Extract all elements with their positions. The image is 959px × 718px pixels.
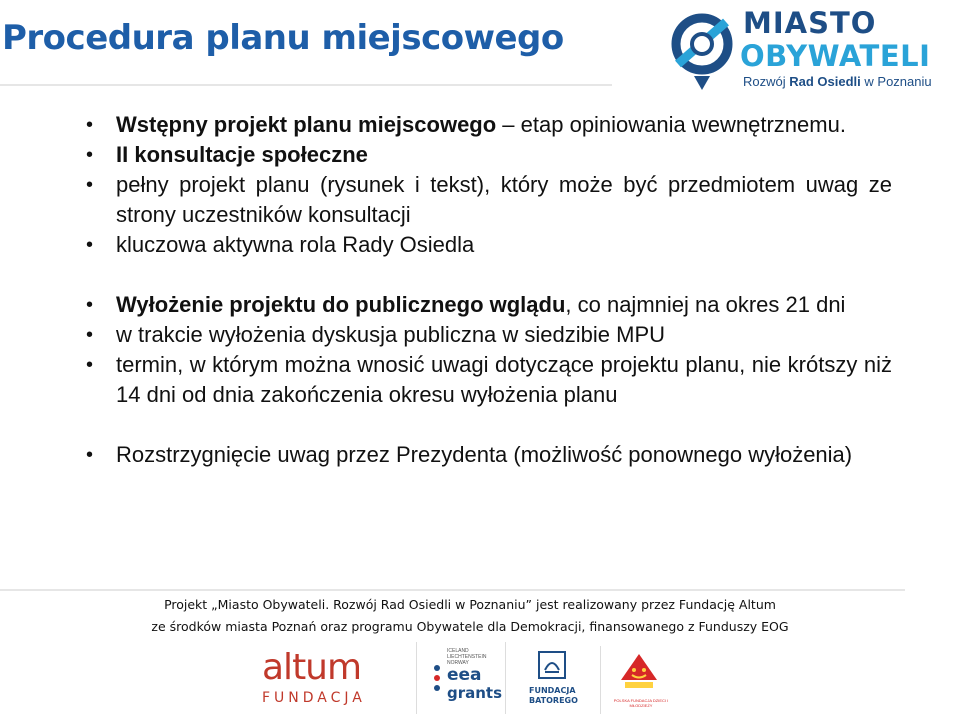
list-item-text: w trakcie wyłożenia dyskusja publiczna w siedzibie MPU — [116, 322, 666, 347]
list-item-bold: Wstępny projekt planu miejscowego — [116, 112, 497, 137]
logo-text-obywateli: OBYWATELI — [740, 39, 931, 73]
batory-logo — [527, 650, 587, 712]
logo-tagline — [743, 74, 932, 89]
list-item-text: , co najmniej na okres 21 dni — [565, 292, 846, 317]
altum-logo-text: altum — [262, 647, 362, 688]
list-item — [80, 140, 892, 170]
eea-emblem-icon — [429, 664, 445, 694]
footer-line-1: Projekt „Miasto Obywateli. Rozwój Rad Osiedli w Poznaniu” jest realizowany przez Fundację Altum — [164, 597, 776, 612]
list-item-bold: II konsultacje społeczne — [116, 142, 368, 167]
list-item — [80, 290, 892, 320]
list-item — [80, 350, 892, 410]
list-item-text: pełny projekt planu (rysunek i tekst), który może być przedmiotem uwag ze strony uczestników konsultacji — [116, 172, 892, 227]
logo-tagline-bold: Rad Osiedli — [789, 74, 861, 89]
list-item — [80, 230, 892, 260]
list-item — [80, 440, 892, 470]
list-item-bold: Wyłożenie projektu do publicznego wglądu — [116, 292, 566, 317]
footer-divider — [0, 589, 905, 591]
miasto-obywateli-logo — [668, 4, 958, 94]
eea-countries: ICELAND LIECHTENSTEIN NORWAY — [447, 648, 487, 666]
list-item-text: termin, w którym można wnosić uwagi dotyczące projektu planu, nie krótszy niż 14 dni od dnia zakończenia okresu wyłożenia planu — [116, 352, 892, 407]
eea-grants-logo — [416, 642, 506, 714]
pfdim-emblem-icon — [617, 650, 661, 694]
list-item-text: – etap opiniowania wewnętrznemu. — [496, 112, 846, 137]
grants-text: grants — [447, 684, 503, 702]
logo-tagline-post: w Poznaniu — [860, 74, 932, 89]
altum-logo — [262, 647, 366, 710]
list-item — [80, 320, 892, 350]
altum-logo-subtext: FUNDACJA — [262, 690, 366, 706]
list-item-text: kluczowa aktywna rola Rady Osiedla — [116, 232, 475, 257]
pfdim-text: POLSKA FUNDACJA DZIECI I MŁODZIEŻY — [613, 698, 669, 708]
title-divider — [0, 84, 612, 86]
batory-text-2: BATOREGO — [529, 696, 578, 705]
list-item — [80, 170, 892, 230]
batory-text-1: FUNDACJA — [529, 686, 576, 695]
eea-text: eea — [447, 665, 482, 685]
list-item — [80, 110, 892, 140]
pfdim-logo — [600, 646, 675, 714]
logo-text-miasto: MIASTO — [743, 6, 877, 40]
page-title: Procedura planu miejscowego — [2, 18, 564, 58]
list-item-text: Rozstrzygnięcie uwag przez Prezydenta (możliwość ponownego wyłożenia) — [116, 442, 853, 467]
batory-emblem-icon — [537, 650, 567, 680]
logo-tagline-pre: Rozwój — [743, 74, 790, 89]
logo-emblem-icon — [668, 4, 738, 90]
footer-line-2: ze środków miasta Poznań oraz programu Obywatele dla Demokracji, finansowanego z Funduszy EOG — [151, 619, 789, 634]
procedure-list — [80, 110, 892, 470]
